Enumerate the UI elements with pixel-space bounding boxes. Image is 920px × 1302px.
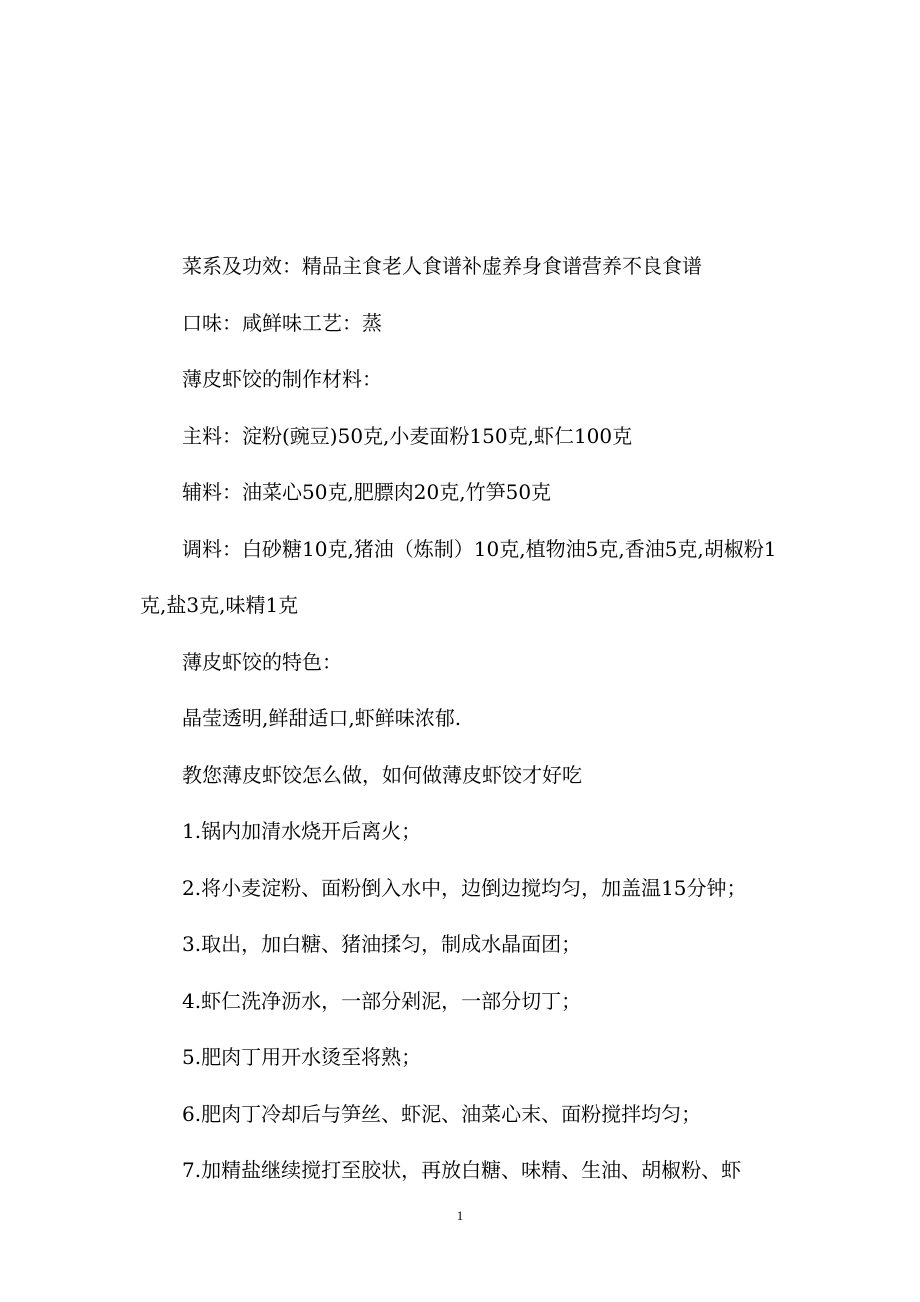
document-body — [140, 238, 785, 1199]
paragraph-step-6: 6.肥肉丁冷却后与笋丝、虾泥、油菜心末、面粉搅拌均匀； — [182, 1101, 702, 1126]
paragraph-step-5: 5.肥肉丁用开水烫至将熟； — [182, 1045, 422, 1069]
paragraph-step-1: 1.锅内加清水烧开后离火； — [182, 819, 422, 843]
paragraph-main-ingredients: 主料：淀粉(豌豆)50克,小麦面粉150克,虾仁100克 — [182, 423, 633, 448]
paragraph-seasonings: 调料：白砂糖10克,猪油（炼制）10克,植物油5克,香油5克,胡椒粉1克,盐3克,味精1克 — [140, 536, 777, 617]
page-number: 1 — [456, 1208, 464, 1223]
paragraph-auxiliary-ingredients: 辅料：油菜心50克,肥膘肉20克,竹笋50克 — [182, 480, 552, 504]
paragraph-step-3: 3.取出，加白糖、猪油揉匀，制成水晶面团； — [182, 932, 582, 956]
paragraph-step-2: 2.将小麦淀粉、面粉倒入水中，边倒边搅均匀，加盖温15分钟； — [182, 875, 747, 900]
paragraph-features: 晶莹透明,鲜甜适口,虾鲜味浓郁. — [182, 706, 462, 730]
paragraph-method-heading: 教您薄皮虾饺怎么做，如何做薄皮虾饺才好吃 — [182, 762, 582, 787]
paragraph-features-heading: 薄皮虾饺的特色： — [182, 649, 342, 674]
paragraph-step-4: 4.虾仁洗净沥水，一部分剁泥，一部分切丁； — [182, 988, 582, 1013]
paragraph-flavor-technique: 口味：咸鲜味工艺：蒸 — [182, 310, 382, 335]
paragraph-materials-heading: 薄皮虾饺的制作材料： — [182, 367, 382, 391]
paragraph-step-7: 7.加精盐继续搅打至胶状，再放白糖、味精、生油、胡椒粉、虾 — [182, 1158, 742, 1182]
paragraph-cuisine-effect: 菜系及功效：精品主食老人食谱补虚养身食谱营养不良食谱 — [182, 254, 702, 278]
